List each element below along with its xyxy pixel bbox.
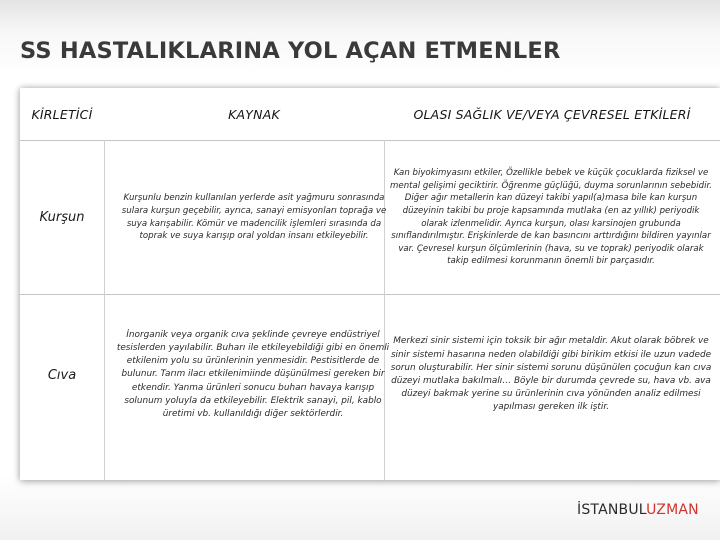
row-lead-effects: Kan biyokimyasını etkiler, Özellikle bebek ve küçük çocuklarda fiziksel ve mental gelişimi geciktirir. Öğrenme güçlüğü, duyma sorunlarının sebebidir. Diğer ağır metallerin kan düzeyi takibi yapıl(a)masa bile kan kurşun düzeyinin takibi bu proje kapsamında mutlaka (en az yıllık) periyodik olarak izlenmelidir. Ayrıca kurşun, olası karsinojen grubunda sınıflandırılmıştır. Erişkinlerde de kan basıncını arttırdığını bildiren yayınlar var. Çevresel kurşun ölçümlerinin (hava, su ve toprak) periyodik olarak takip edilmesi korunmanın önemli bir parçasıdır. — [390, 168, 712, 267]
brand-logo-part1: İSTANBUL — [577, 502, 647, 518]
brand-logo — [577, 502, 699, 518]
page-title: SS HASTALIKLARINA YOL AÇAN ETMENLER — [20, 38, 561, 64]
brand-logo-part2: UZMAN — [646, 502, 699, 518]
header-effects: OLASI SAĞLIK VE/VEYA ÇEVRESEL ETKİLERİ — [413, 106, 691, 122]
pollutants-table — [20, 88, 720, 480]
row-mercury-source: İnorganik veya organik cıva şeklinde çevreye endüstriyel tesislerden yayılabilir. Buharı ile etkileyebildiği gibi en önemli etkilenim yolu su ürünlerinin yenmesidir. Pestisitlerde de bulunur. Tarım ilacı etkilenimiinde düşünülmesi gereken bir etkendir. Yanma ürünleri sonucu buharı havaya karışıp solunum yoluyla da etkileyebilir. Elektrik sanayi, pil, kablo üretimi vb. kullanıldığı diğer sektörlerdir. — [116, 329, 390, 419]
column-divider — [104, 140, 105, 480]
row-mercury-effects: Merkezi sinir sistemi için toksik bir ağır metaldir. Akut olarak böbrek ve sinir sistemi hasarına neden olabildiği gibi birikim etkisi ile uzun vadede sorun oluşturabilir. Her sinir sistemi sorunu düşünülen çocuğun kan cıva düzeyi mutlaka bakılmalı… Böyle bir durumda çevrede su, hava vb. ava düzeyi bakmak yerine su ürünlerinin cıva yönünden analiz edilmesi yapılması gereken ilk iştir. — [390, 336, 712, 413]
row-lead-pollutant: Kurşun — [39, 210, 85, 225]
header-pollutant: KİRLETİCİ — [31, 106, 93, 122]
row-mercury-pollutant: Cıva — [47, 367, 77, 383]
header-source: KAYNAK — [228, 106, 280, 122]
row-lead-source: Kurşunlu benzin kullanılan yerlerde asit yağmuru sonrasında sulara kurşun geçebilir, ayrıca, sanayi emisyonları toprağa ve suya karışabilir. Kömür ve madencilik işlemleri sırasında da toprak ve suya karışıp oral yoldan insanı etkileyebilir. — [121, 193, 387, 242]
